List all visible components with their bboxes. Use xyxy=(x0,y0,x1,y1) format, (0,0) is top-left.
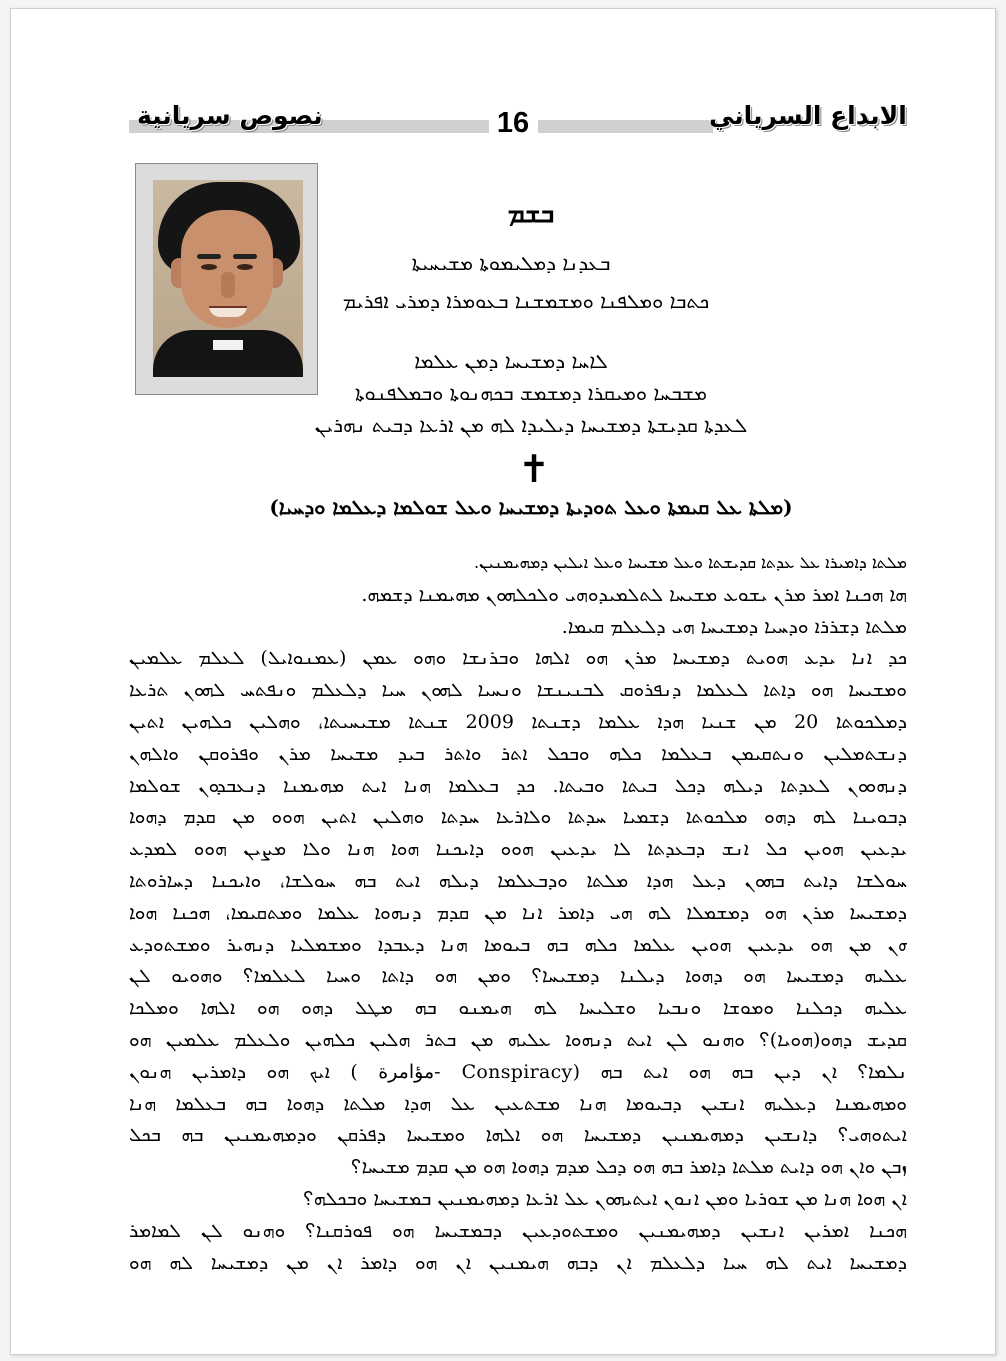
body-line: ܘܡܗܝܡܢܐ ܕܥܠܝܗ ܐܢܫܝܢ ܕܒܝܘܡܐ ܗܢܐ ܡܫܬܥܝܢ ܥܠ ܗܕܐ ܡܠܬܐ ܕܗܘܐ ܒܗ ܒܥܠܡܐ ܗܢܐ xyxy=(129,1093,907,1115)
body-line: ܕܡܫܝܚܐ ܡܪܢ ܗܘ ܕܡܫܡܠܐ ܠܗ ܗܝ ܕܐܡܪ ܐܢܐ ܡܢ ܩܕܡ ܕܢܗܘܐ ܥܠܡܐ ܘܡܬܩܝܡܐ، ܗܟܢܐ ܗܘܐ xyxy=(129,902,907,924)
body-line: ܩܕܝܫ ܕܗܘ(ܗܘܝܐ)؟ ܘܗܢܘ ܠܢ ܐܝܬ ܕܢܗܘܐ ܥܠܝܗ ܡܢ ܒܬܪ ܗܠܝܢ ܟܠܗܝܢ ܘܠܥܠܡ ܥܠܡܝܢ ܗܘ xyxy=(129,1029,907,1051)
body-line: ܘܡܫܝܚܐ ܗܘ ܕܐܬܐ ܠܥܠܡܐ ܕܢܦܪܘܩ ܠܒܢܝܢܫܐ ܘܢܚܝܐ ܠܗܘܢ ܚܝܐ ܕܠܥܠܡ ܘܢܦܬܚ ܠܗܘܢ ܬܪܥܐ xyxy=(129,679,907,701)
body-line: ܕܡܫܝܚܐ ܐܝܬ ܠܗ ܚܝܐ ܕܠܥܠܡ ܐܢ ܕܒܗ ܗܝܡܢܝܢ ܐܢ ܗܘ ܕܐܡܪ ܐܢ ܡܢ ܕܡܫܝܚܐ ܠܗ ܗܘ xyxy=(129,1252,907,1274)
body-line: ܗܟܢܐ ܐܡܪܝܢ ܐܢܫܝܢ ܕܡܗܝܡܢܝܢ ܘܡܫܬܘܕܥܝܢ ܕܒܡܫܝܚܐ ܗܘ ܦܘܪܩܢܐ؟ ܘܗܢܘ ܠܢ ܠܡܐܡܪ xyxy=(129,1220,907,1242)
title-line-1: ܒܥܕܢܐ ܕܡܠܝܡܘܬܐ ܡܫܝܚܝܬܐ xyxy=(411,251,611,275)
body-line: ܡܠܬܐ ܕܐܡܝܪܐ ܥܠ ܥܕܬܐ ܩܕܝܫܬܐ ܘܥܠ ܡܫܝܚܐ ܘܥܠ ܐܝܠܝܢ ܕܡܗܝܡܢܝܢ. xyxy=(473,553,907,572)
body-line: ܐܢ ܗܘܐ ܗܢܐ ܡܢ ܫܘܪܝܐ ܘܡܢ ܐܢܘܢ ܐܝܬܝܗܘܢ ܥܠ ܐܪܥܐ ܕܡܗܝܡܢܝܢ ܒܡܫܝܚܐ ܘܒܟܠܗ؟ xyxy=(303,1188,907,1210)
page-number: 16 xyxy=(496,107,530,139)
body-line: ܚܘܠܫܐ ܕܐܝܬ ܒܗܘܢ ܕܥܠ ܗܕܐ ܡܠܬܐ ܘܕܒܥܠܡܐ ܕܝܠܗ ܐܝܬ ܒܗ ܚܘܠܫܐ، ܘܐܝܟܢܐ ܕܚܐܪܘܬܐ xyxy=(129,870,907,892)
body-line: ܕܒܘܝܢܐ ܠܗ ܕܗܘ ܡܠܟܘܬܐ ܕܫܡܝܐ ܚܕܬܐ ܘܠܐܪܥܐ ܚܕܬܐ ܘܗܠܝܢ ܐܬܝܢ ܗܘܘ ܡܢ ܩܕܡ ܕܗܘܐ xyxy=(129,806,907,828)
body-line: ܢܠܡܐ؟ ܐܢ ܕܝܢ ܒܗ ܗܘ ܐܝܬ ܒܗ (Conspiracy -مؤامرة ) ܐܝܟ ܗܘ ܕܐܡܪܝܢ ܗܢܘܢ xyxy=(129,1061,907,1083)
body-line: ܥܠܝܗ ܕܡܫܝܚܐ ܗܘ ܕܗܘܐ ܕܝܠܢܐ ܕܡܫܝܚܐ؟ ܘܡܢ ܗܘ ܕܐܬܐ ܘܚܝܐ ܠܥܠܡܐ؟ ܘܗܘܝܘ ܠܢ xyxy=(129,965,907,987)
page xyxy=(10,8,996,1355)
body-line: ܕܢܗܘܘܢ ܠܥܕܬܐ ܕܝܠܗ ܕܟܠ ܒܝܬܐ ܘܒܝܬܐ. ܟܕ ܒܥܠܡܐ ܗܢܐ ܐܝܬ ܡܗܝܡܢܐ ܕܢܥܒܕܘܢ ܫܘܠܡܐ xyxy=(129,775,907,797)
title-line-3: ܠܐܚܐ ܕܡܫܝܚܐ ܕܡܢ ܥܠܡܐ xyxy=(414,349,608,373)
magazine-title: الابداع السرياني xyxy=(709,101,907,130)
subtitle: (ܡܠܬܐ ܥܠ ܩܝܡܬܐ ܘܥܠ ܬܘܕܝܬܐ ܕܡܫܝܚܐ ܘܥܠ ܫܘܠܡܐ ܕܥܠܡܐ ܘܕܚܝܐ) xyxy=(269,495,793,519)
section-title: نصوص سريانية xyxy=(137,101,323,130)
body-line: ܗܢ ܡܢ ܗܘ ܝܕܥܝܢ ܗܘܝܢ ܥܠܡܐ ܟܠܗ ܒܗ ܒܝܘܡܐ ܗܢܐ ܕܥܒܕܐ ܘܡܫܡܠܝܐ ܕܢܗܝܪ ܘܡܫܬܘܕܥ xyxy=(129,934,907,956)
header-bar-right xyxy=(538,120,713,133)
portrait-frame xyxy=(135,163,318,395)
body-line: ܟܕ ܐܢܐ ܝܕܥ ܗܘܝܬ ܕܡܫܝܚܐ ܡܪܢ ܗܘ ܐܠܗܐ ܘܒܪܢܫܐ ܘܗܘ ܥܡܢ (ܥܡܢܘܐܝܠ) ܠܥܠܡ ܥܠܡܝܢ xyxy=(129,647,907,669)
body-line: ܙܒܢ ܘܐܢ ܗܘ ܕܐܝܬ ܡܠܬܐ ܕܐܡܪ ܒܗ ܗܘ ܕܟܠ ܡܕܡ ܕܗܘܐ ܗܘ ܡܢ ܩܕܡ ܡܫܝܚܐ؟ xyxy=(351,1156,907,1178)
body-line: ܕܡܠܟܘܬܐ 20 ܡܢ ܫܢܝܐ ܗܕܐ ܥܠܡܐ ܕܫܢܬܐ 2009 ܫܢܬܐ ܡܫܝܚܝܬܐ، ܘܗܠܝܢ ܟܠܗܝܢ ܐܬܝܢ xyxy=(129,711,907,733)
title-line-2: ܟܬܒܐ ܘܡܠܦܢܐ ܘܡܫܡܫܢܐ ܒܥܘܡܪܐ ܕܡܪܝ ܐܦܪܝܡ xyxy=(342,289,710,313)
body-line: ܗܐ ܗܟܢܐ ܐܡܪ ܡܪܢ ܝܫܘܥ ܡܫܝܚܐ ܠܬܠܡܝܕܘܗܝ ܘܠܟܠܗܘܢ ܡܗܝܡܢܐ ܕܫܡܗ. xyxy=(361,584,907,606)
body-line: ܕܢܫܬܡܠܝܢ ܘܢܬܩܝܡܢ ܒܥܠܡܐ ܟܠܗ ܘܒܟܠ ܐܬܪ ܘܐܬܪ ܒܝܕ ܡܫܝܚܐ ܡܪܢ ܘܦܪܘܩܢ ܘܐܠܗܢ xyxy=(129,743,907,765)
body-line: ܥܠܝܗ ܕܟܠܢܐ ܘܡܘܫܐ ܘܢܒܝܐ ܘܫܠܝܚܐ ܠܗ ܗܝܡܢܘ ܒܗ ܡܛܠ ܕܗܘ ܗܘ ܐܠܗܐ ܘܡܠܟܐ xyxy=(129,997,907,1019)
portrait-photo xyxy=(153,180,303,377)
body-line: ܡܠܬܐ ܕܫܪܪܐ ܘܕܚܝܐ ܕܡܫܝܚܐ ܗܝ ܕܠܥܠܡ ܩܝܡܐ. xyxy=(561,616,907,638)
invocation-heading: ܒܫܡ xyxy=(507,199,555,229)
title-line-5: ܠܥܕܬܐ ܩܕܝܫܬܐ ܕܡܫܝܚܐ ܕܝܠܝܕܐ ܠܗ ܡܢ ܐܪܥܐ ܕܒܝܬ ܢܗܪܝܢ xyxy=(314,413,748,437)
body-line: ܝܕܥܝܢ ܗܘܝܢ ܟܠ ܐܢܫ ܕܒܥܕܬܐ ܠܐ ܝܕܥܝܢ ܗܘܘ ܕܐܝܟܢܐ ܗܘܐ ܗܢܐ ܘܠܐ ܡܨܝܢ ܗܘܘ ܠܡܕܥ xyxy=(129,838,907,860)
cross-icon: ✝ xyxy=(518,447,550,491)
title-line-4: ܡܫܒܚܐ ܘܡܝܩܪܐ ܕܡܫܡܫ ܒܟܗܢܘܬܐ ܘܒܡܠܦܢܘܬܐ xyxy=(354,381,708,405)
body-line: ܐܝܬܘܗܝ؟ ܕܐܢܫܝܢ ܕܡܗܝܡܢܝܢ ܕܡܫܝܚܐ ܗܘ ܐܠܗܐ ܘܡܫܝܚܐ ܕܦܪܩܢ ܘܕܡܗܝܡܢܝܢ ܒܗ ܒܟܠ xyxy=(129,1124,907,1146)
